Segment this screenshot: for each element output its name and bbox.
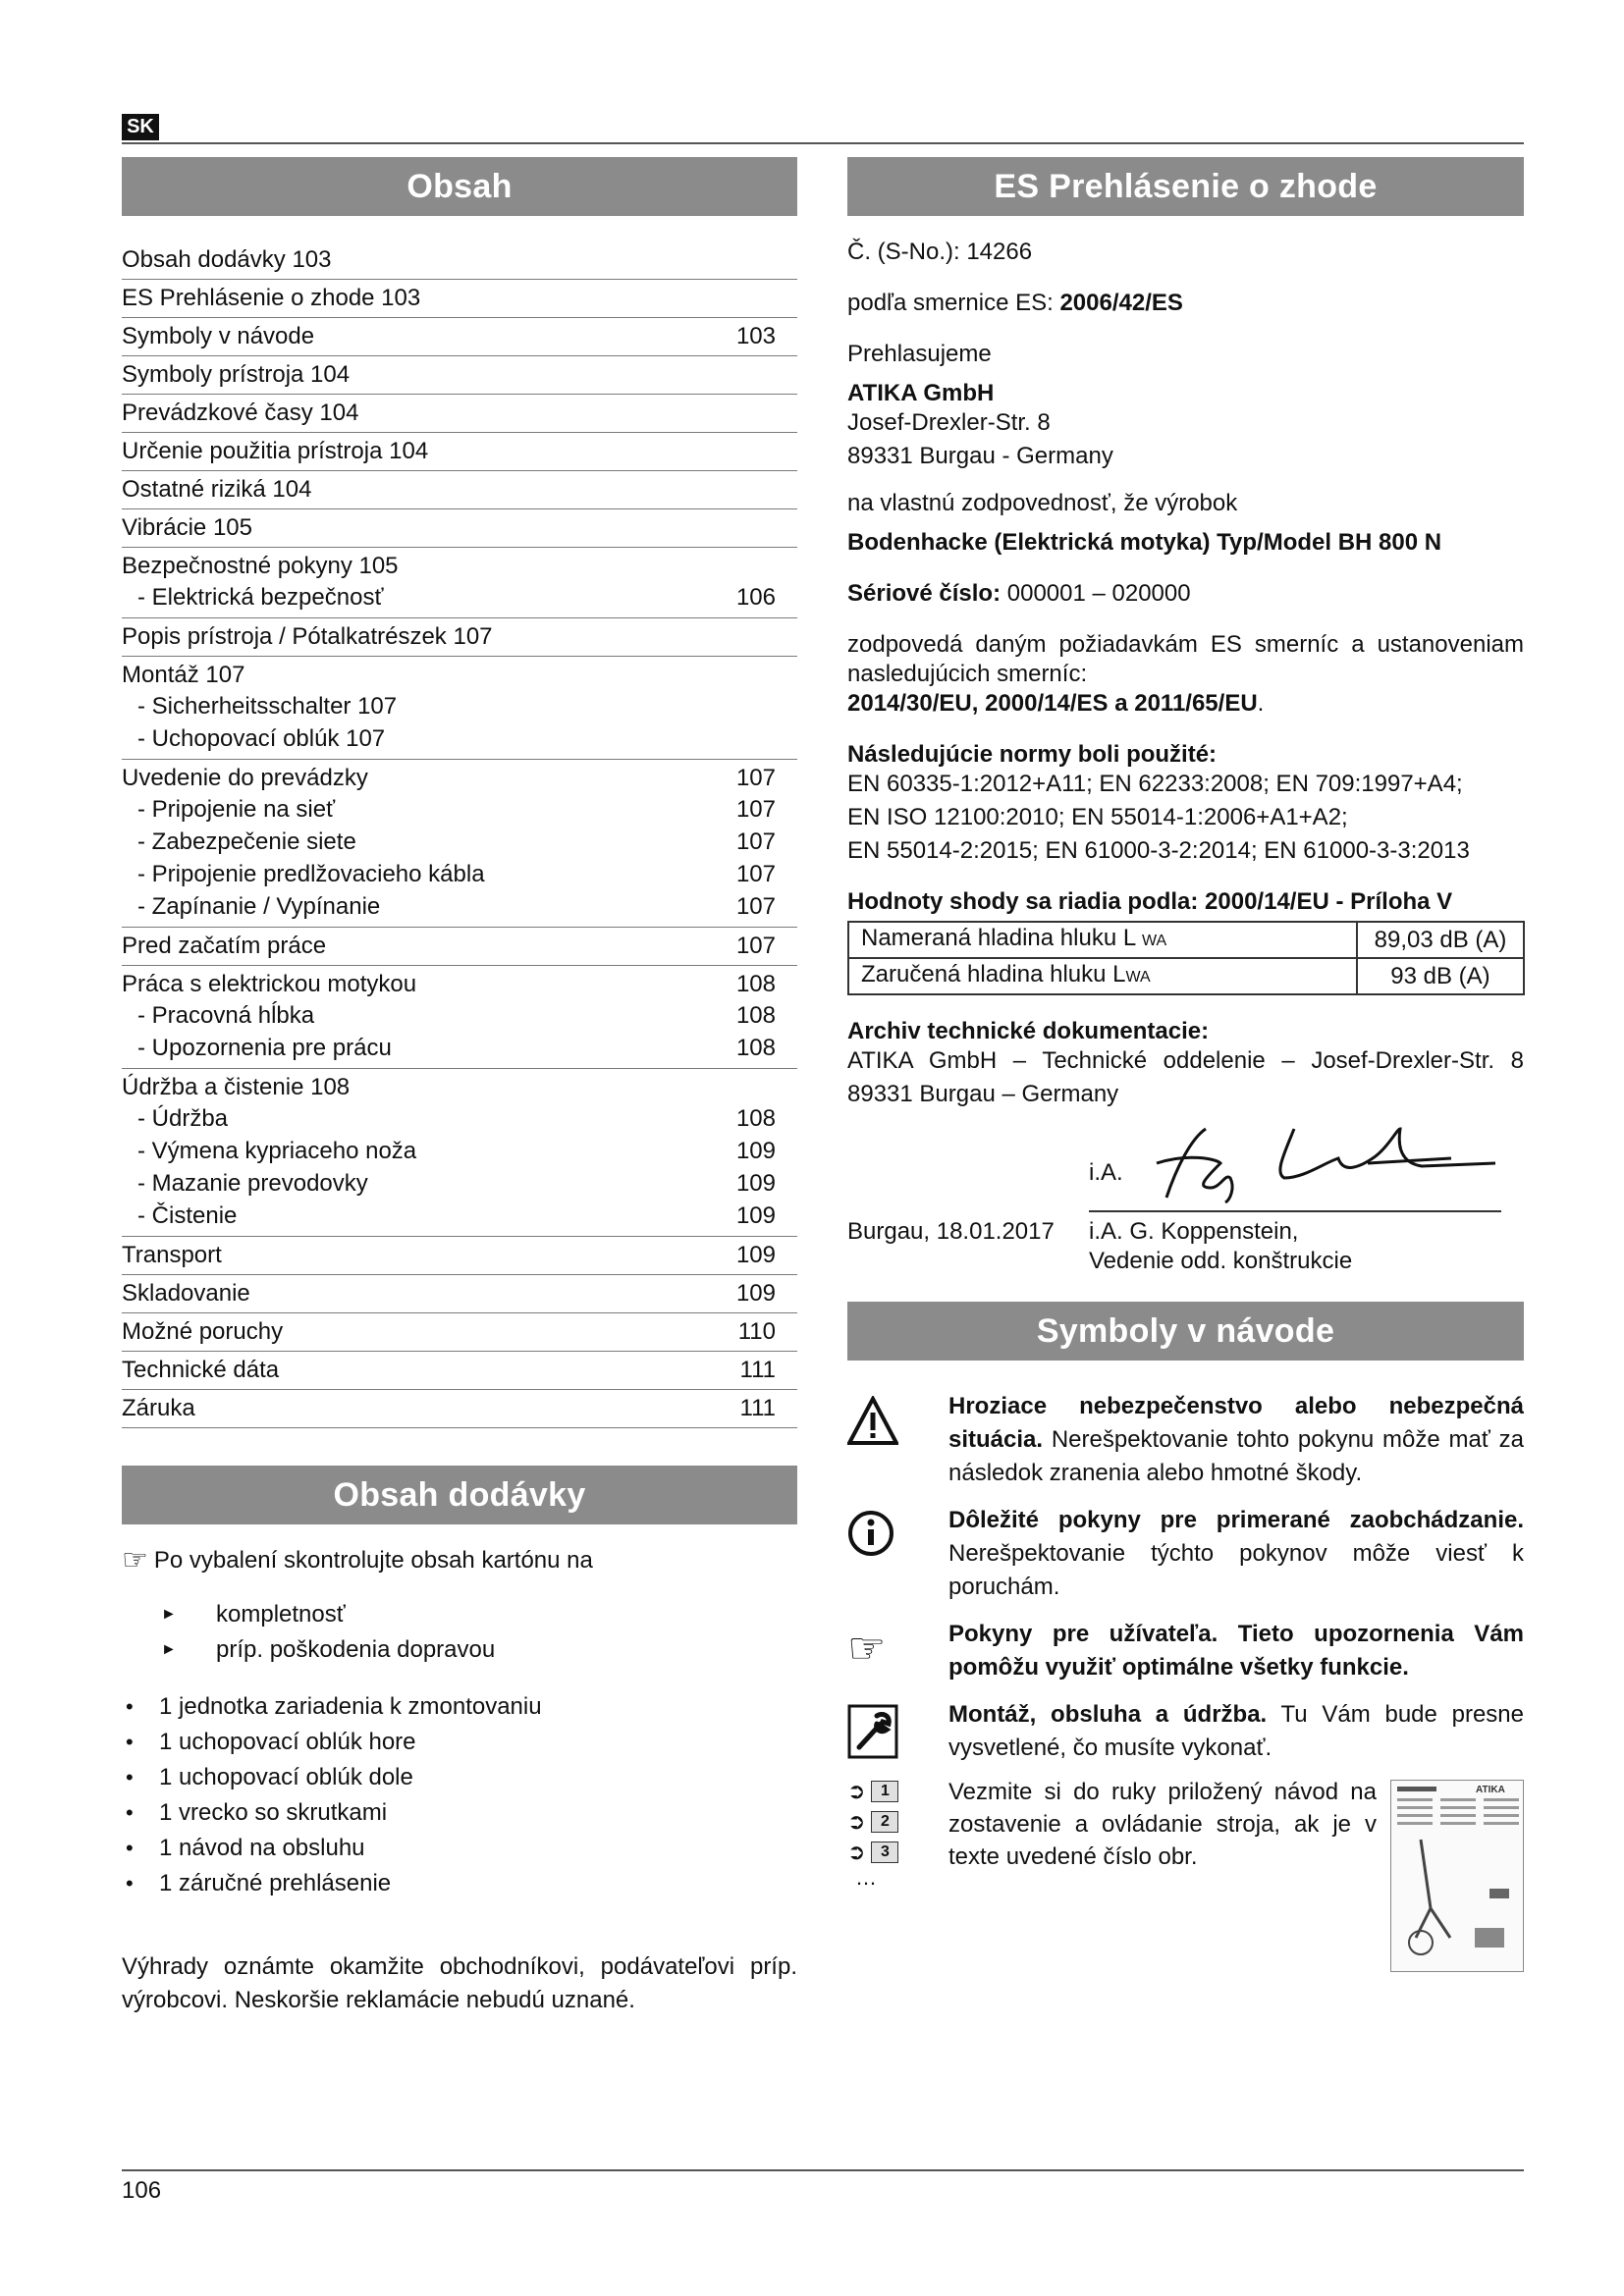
toc-label: Práca s elektrickou motykou xyxy=(122,971,417,997)
directives-list: 2014/30/EU, 2000/14/ES a 2011/65/EU. xyxy=(847,690,1265,717)
toc-label: Záruka xyxy=(122,1395,195,1421)
toc-label: Symboly prístroja 104 xyxy=(122,361,351,388)
toc-subline xyxy=(122,690,776,722)
toc-page: 108 xyxy=(735,1035,776,1061)
toc-line xyxy=(122,1279,776,1308)
toc-page: 109 xyxy=(735,1170,776,1197)
toc-entry[interactable] xyxy=(122,1069,797,1237)
toc-label: - Uchopovací oblúk 107 xyxy=(137,725,386,752)
toc-entry[interactable] xyxy=(122,471,797,509)
signature-block xyxy=(847,1109,1524,1276)
table-row xyxy=(848,922,1524,958)
company-street: Josef-Drexler-Str. 8 xyxy=(847,409,1051,436)
toc-line xyxy=(122,245,776,275)
toc-page: 108 xyxy=(735,1002,776,1029)
list-item xyxy=(161,1597,797,1632)
step-icons xyxy=(847,1776,948,1972)
toc-page xyxy=(736,437,776,466)
list-item xyxy=(122,1760,797,1795)
toc-label: - Zabezpečenie siete xyxy=(137,828,356,855)
bullet-icon: • xyxy=(126,1800,134,1825)
arrow-bullet-icon: ► xyxy=(161,1641,177,1658)
step-marker: ➲ 2 xyxy=(847,1806,948,1837)
toc-line xyxy=(122,764,776,793)
company-city: 89331 Burgau - Germany xyxy=(847,443,1113,469)
step-marker: ➲ 1 xyxy=(847,1776,948,1806)
toc-label: Ostatné riziká 104 xyxy=(122,476,312,503)
left-column xyxy=(122,157,797,2017)
step-marker: ➲ 3 xyxy=(847,1837,948,1867)
page-number: 106 xyxy=(122,2177,162,2204)
toc-entry[interactable] xyxy=(122,241,797,280)
toc-page: 108 xyxy=(735,971,776,997)
toc-label: - Upozornenia pre prácu xyxy=(137,1035,392,1061)
toc-subline xyxy=(122,890,776,923)
responsibility-line: na vlastnú zodpovednosť, že výrobok xyxy=(847,490,1238,516)
declaration-body xyxy=(847,238,1524,1276)
toc-label: ES Prehlásenie o zhode 103 xyxy=(122,285,421,311)
toc-label: Technické dáta xyxy=(122,1357,280,1383)
company-name: ATIKA GmbH xyxy=(847,380,995,406)
scope-intro xyxy=(122,1546,797,1575)
toc-label: Bezpečnostné pokyny 105 xyxy=(122,553,399,579)
delivery-items xyxy=(122,1689,797,1901)
toc-page: 111 xyxy=(739,1357,776,1383)
toc-page: 109 xyxy=(735,1202,776,1229)
pointing-hand-icon: ☞ xyxy=(122,1544,148,1576)
toc-entry[interactable] xyxy=(122,318,797,356)
toc-entry[interactable] xyxy=(122,509,797,548)
toc-line xyxy=(122,1241,776,1270)
toc-label: Obsah dodávky 103 xyxy=(122,246,332,273)
table-of-contents xyxy=(122,241,797,1428)
toc-page: 109 xyxy=(735,1242,776,1268)
conformity-statement: zodpovedá daným požiadavkám ES smerníc a ustanoveniam nasledujúcich smerníc: xyxy=(847,631,1524,687)
signer xyxy=(1089,1217,1352,1276)
toc-line xyxy=(122,932,776,961)
toc-page: 106 xyxy=(735,584,776,611)
toc-label: Skladovanie xyxy=(122,1280,250,1307)
toc-label: Uvedenie do prevádzky xyxy=(122,765,368,791)
toc-entry[interactable] xyxy=(122,548,797,618)
toc-line xyxy=(122,475,776,505)
tool-text: Montáž, obsluha a údržba. Tu Vám bude presne vysvetlené, čo musíte vykonať. xyxy=(948,1701,1524,1761)
toc-page xyxy=(736,399,776,428)
list-item xyxy=(122,1725,797,1760)
toc-label: Popis prístroja / Pótalkatrészek 107 xyxy=(122,623,493,650)
language-badge: SK xyxy=(122,114,159,140)
archive-line-1: ATIKA GmbH – Technické oddelenie – Josef-Drexler-Str. 8 xyxy=(847,1047,1524,1074)
toc-label: - Zapínanie / Vypínanie xyxy=(137,893,381,920)
toc-line xyxy=(122,513,776,543)
toc-page: 111 xyxy=(739,1395,776,1421)
toc-page: 107 xyxy=(735,893,776,920)
toc-label: - Pripojenie na sieť xyxy=(137,796,336,823)
norms-heading: Následujúcie normy boli použité: xyxy=(847,741,1218,768)
info-icon xyxy=(847,1504,948,1604)
toc-page xyxy=(736,690,776,722)
right-arrow-icon: ➲ xyxy=(847,1808,866,1834)
toc-subline xyxy=(122,793,776,826)
toc-page: 107 xyxy=(735,765,776,791)
toc-line xyxy=(122,1073,776,1102)
directive-line: podľa smernice ES: 2006/42/ES xyxy=(847,290,1183,316)
symbol-info xyxy=(847,1504,1524,1604)
toc-label: Prevádzkové časy 104 xyxy=(122,400,359,426)
arrow-bullet-icon: ► xyxy=(161,1606,177,1623)
complaint-notice: Výhrady oznámte okamžite obchodníkovi, podávateľovi príp. výrobcovi. Neskoršie reklamácie nebudú uznané. xyxy=(122,1953,797,2013)
signature-line xyxy=(1089,1210,1501,1212)
bullet-icon: • xyxy=(126,1730,134,1754)
toc-label: - Pracovná hĺbka xyxy=(137,1002,315,1029)
toc-page: 109 xyxy=(735,1280,776,1307)
list-item xyxy=(122,1831,797,1866)
toc-page xyxy=(736,360,776,390)
symbol-danger xyxy=(847,1390,1524,1490)
right-arrow-icon: ➲ xyxy=(847,1778,866,1803)
symbols-heading: Symboly v návode xyxy=(847,1302,1524,1361)
toc-entry[interactable] xyxy=(122,966,797,1069)
signer-role: Vedenie odd. konštrukcie xyxy=(1089,1248,1353,1274)
conformity-heading: Hodnoty shody sa riadia podla: 2000/14/EU - Príloha V xyxy=(847,888,1453,915)
noise-table xyxy=(847,921,1525,995)
toc-page xyxy=(736,284,776,313)
serial-number: Č. (S-No.): 14266 xyxy=(847,239,1033,265)
toc-label: Montáž 107 xyxy=(122,662,245,688)
toc-entry[interactable] xyxy=(122,618,797,657)
product-name: Bodenhacke (Elektrická motyka) Typ/Model BH 800 N xyxy=(847,529,1442,556)
toc-entry[interactable] xyxy=(122,280,797,318)
symbol-steps xyxy=(847,1776,1524,1972)
norms-line-1: EN 60335-1:2012+A11; EN 62233:2008; EN 709:1997+A4; xyxy=(847,771,1463,797)
toc-subline xyxy=(122,1102,776,1135)
step-more: … xyxy=(855,1865,877,1890)
toc-page: 107 xyxy=(735,828,776,855)
bottom-divider xyxy=(122,2169,1524,2171)
toc-line xyxy=(122,360,776,390)
toc-label: - Údržba xyxy=(137,1105,229,1132)
toc-subline xyxy=(122,1200,776,1232)
toc-line xyxy=(122,399,776,428)
archive-heading: Archiv technické dokumentacie: xyxy=(847,1018,1210,1044)
toc-line xyxy=(122,622,776,652)
manual-thumbnail-icon xyxy=(1390,1780,1524,1972)
table-row xyxy=(848,958,1524,994)
toc-label: Údržba a čistenie 108 xyxy=(122,1074,351,1100)
signer-name: i.A. G. Koppenstein, xyxy=(1089,1218,1299,1245)
toc-label: - Čistenie xyxy=(137,1202,238,1229)
toc-entry[interactable] xyxy=(122,433,797,471)
signature-icon xyxy=(1137,1109,1510,1207)
toc-page xyxy=(736,622,776,652)
list-item xyxy=(122,1866,797,1901)
toc-entry[interactable] xyxy=(122,1352,797,1390)
toc-entry[interactable] xyxy=(122,1390,797,1428)
toc-line xyxy=(122,661,776,690)
item-label: 1 jednotka zariadenia k zmontovaniu xyxy=(159,1693,542,1720)
bullet-icon: • xyxy=(126,1836,134,1860)
toc-subline xyxy=(122,722,776,755)
norms-line-2: EN ISO 12100:2010; EN 55014-1:2006+A1+A2; xyxy=(847,804,1348,830)
declaration-heading: ES Prehlásenie o zhode xyxy=(847,157,1524,216)
toc-entry[interactable] xyxy=(122,1237,797,1275)
toc-page: 110 xyxy=(737,1318,776,1345)
list-item xyxy=(161,1632,797,1668)
list-item xyxy=(122,1795,797,1831)
toc-line xyxy=(122,284,776,313)
toc-entry[interactable] xyxy=(122,760,797,928)
noise-guaranteed-value: 93 dB (A) xyxy=(1357,958,1524,994)
bullet-icon: • xyxy=(126,1871,134,1896)
noise-measured-label: Nameraná hladina hluku L WA xyxy=(848,922,1357,958)
toc-line xyxy=(122,1394,776,1423)
wrench-icon xyxy=(847,1698,948,1766)
toc-label: - Mazanie prevodovky xyxy=(137,1170,368,1197)
norms-line-3: EN 55014-2:2015; EN 61000-3-2:2014; EN 61000-3-3:2013 xyxy=(847,837,1470,864)
top-divider xyxy=(122,142,1524,144)
item-label: 1 uchopovací oblúk hore xyxy=(159,1729,416,1755)
steps-text: Vezmite si do ruky priložený návod na zostavenie a ovládanie stroja, ak je v texte uvedené číslo obr. xyxy=(948,1779,1377,1870)
toc-page: 107 xyxy=(735,796,776,823)
bullet-icon: • xyxy=(126,1694,134,1719)
toc-entry[interactable] xyxy=(122,1313,797,1352)
toc-page: 109 xyxy=(735,1138,776,1164)
toc-label: Pred začatím práce xyxy=(122,933,327,959)
toc-heading: Obsah xyxy=(122,157,797,216)
toc-line xyxy=(122,437,776,466)
declare-line: Prehlasujeme xyxy=(847,341,992,367)
toc-label: Určenie použitia prístroja 104 xyxy=(122,438,429,464)
toc-label: Možné poruchy xyxy=(122,1318,284,1345)
item-label: 1 uchopovací oblúk dole xyxy=(159,1764,413,1790)
toc-line xyxy=(122,970,776,999)
toc-page xyxy=(736,245,776,275)
check-label: kompletnosť xyxy=(216,1601,346,1628)
item-label: 1 záručné prehlásenie xyxy=(159,1870,392,1896)
pointing-hand-icon: ☞ xyxy=(847,1625,887,1673)
item-label: 1 vrecko so skrutkami xyxy=(159,1799,388,1826)
toc-page: 103 xyxy=(735,323,776,349)
item-label: 1 návod na obsluhu xyxy=(159,1835,365,1861)
toc-subline xyxy=(122,1032,776,1064)
toc-page xyxy=(736,722,776,755)
archive-line-2: 89331 Burgau – Germany xyxy=(847,1081,1119,1107)
toc-line xyxy=(122,1356,776,1385)
toc-label: - Výmena kypriaceho noža xyxy=(137,1138,417,1164)
toc-label: - Pripojenie predlžovacieho kábla xyxy=(137,861,485,887)
right-arrow-icon: ➲ xyxy=(847,1839,866,1864)
toc-line xyxy=(122,322,776,351)
toc-page: 107 xyxy=(735,933,776,959)
toc-label: Transport xyxy=(122,1242,222,1268)
toc-page xyxy=(736,1073,776,1102)
toc-entry[interactable] xyxy=(122,928,797,966)
noise-measured-value: 89,03 dB (A) xyxy=(1357,922,1524,958)
toc-subline xyxy=(122,581,776,614)
serial-range: Sériové číslo: 000001 – 020000 xyxy=(847,580,1191,607)
toc-label: Vibrácie 105 xyxy=(122,514,252,541)
toc-entry[interactable] xyxy=(122,1275,797,1313)
noise-guaranteed-label: Zaručená hladina hluku LWA xyxy=(848,958,1357,994)
place-date: Burgau, 18.01.2017 xyxy=(847,1218,1055,1245)
toc-entry[interactable] xyxy=(122,657,797,760)
list-item xyxy=(122,1689,797,1725)
bullet-icon: • xyxy=(126,1765,134,1789)
toc-page xyxy=(736,475,776,505)
toc-page: 108 xyxy=(735,1105,776,1132)
toc-entry[interactable] xyxy=(122,356,797,395)
toc-subline xyxy=(122,1167,776,1200)
hint-text: Pokyny pre užívateľa. Tieto upozornenia Vám pomôžu využiť optimálne všetky funkcie. xyxy=(948,1621,1524,1681)
ia-label: i.A. xyxy=(1089,1159,1123,1186)
info-text: Dôležité pokyny pre primerané zaobchádzanie. Nerešpektovanie týchto pokynov môže viesť k poruchám. xyxy=(948,1507,1524,1600)
scope-intro-text: Po vybalení skontrolujte obsah kartónu na xyxy=(153,1547,593,1574)
toc-entry[interactable] xyxy=(122,395,797,433)
thumb-brand: ATIKA xyxy=(1476,1785,1505,1795)
toc-line xyxy=(122,1317,776,1347)
toc-page xyxy=(736,552,776,581)
toc-page: 107 xyxy=(735,861,776,887)
symbol-tool xyxy=(847,1698,1524,1766)
danger-text: Hroziace nebezpečenstvo alebo nebezpečná situácia. Nerešpektovanie tohto pokynu môže mať za následok zranenia alebo hmotné škody. xyxy=(948,1393,1524,1486)
toc-page xyxy=(736,513,776,543)
toc-subline xyxy=(122,999,776,1032)
toc-label: - Elektrická bezpečnosť xyxy=(137,584,384,611)
toc-page xyxy=(736,661,776,690)
right-column xyxy=(847,157,1524,1972)
check-label: príp. poškodenia dopravou xyxy=(216,1636,496,1663)
warning-triangle-icon xyxy=(847,1390,948,1490)
toc-subline xyxy=(122,826,776,858)
toc-subline xyxy=(122,1135,776,1167)
toc-line xyxy=(122,552,776,581)
scope-heading: Obsah dodávky xyxy=(122,1466,797,1524)
toc-subline xyxy=(122,858,776,890)
symbol-hint xyxy=(847,1618,1524,1684)
check-list xyxy=(122,1597,797,1668)
toc-label: - Sicherheitsschalter 107 xyxy=(137,693,398,720)
toc-label: Symboly v návode xyxy=(122,323,315,349)
